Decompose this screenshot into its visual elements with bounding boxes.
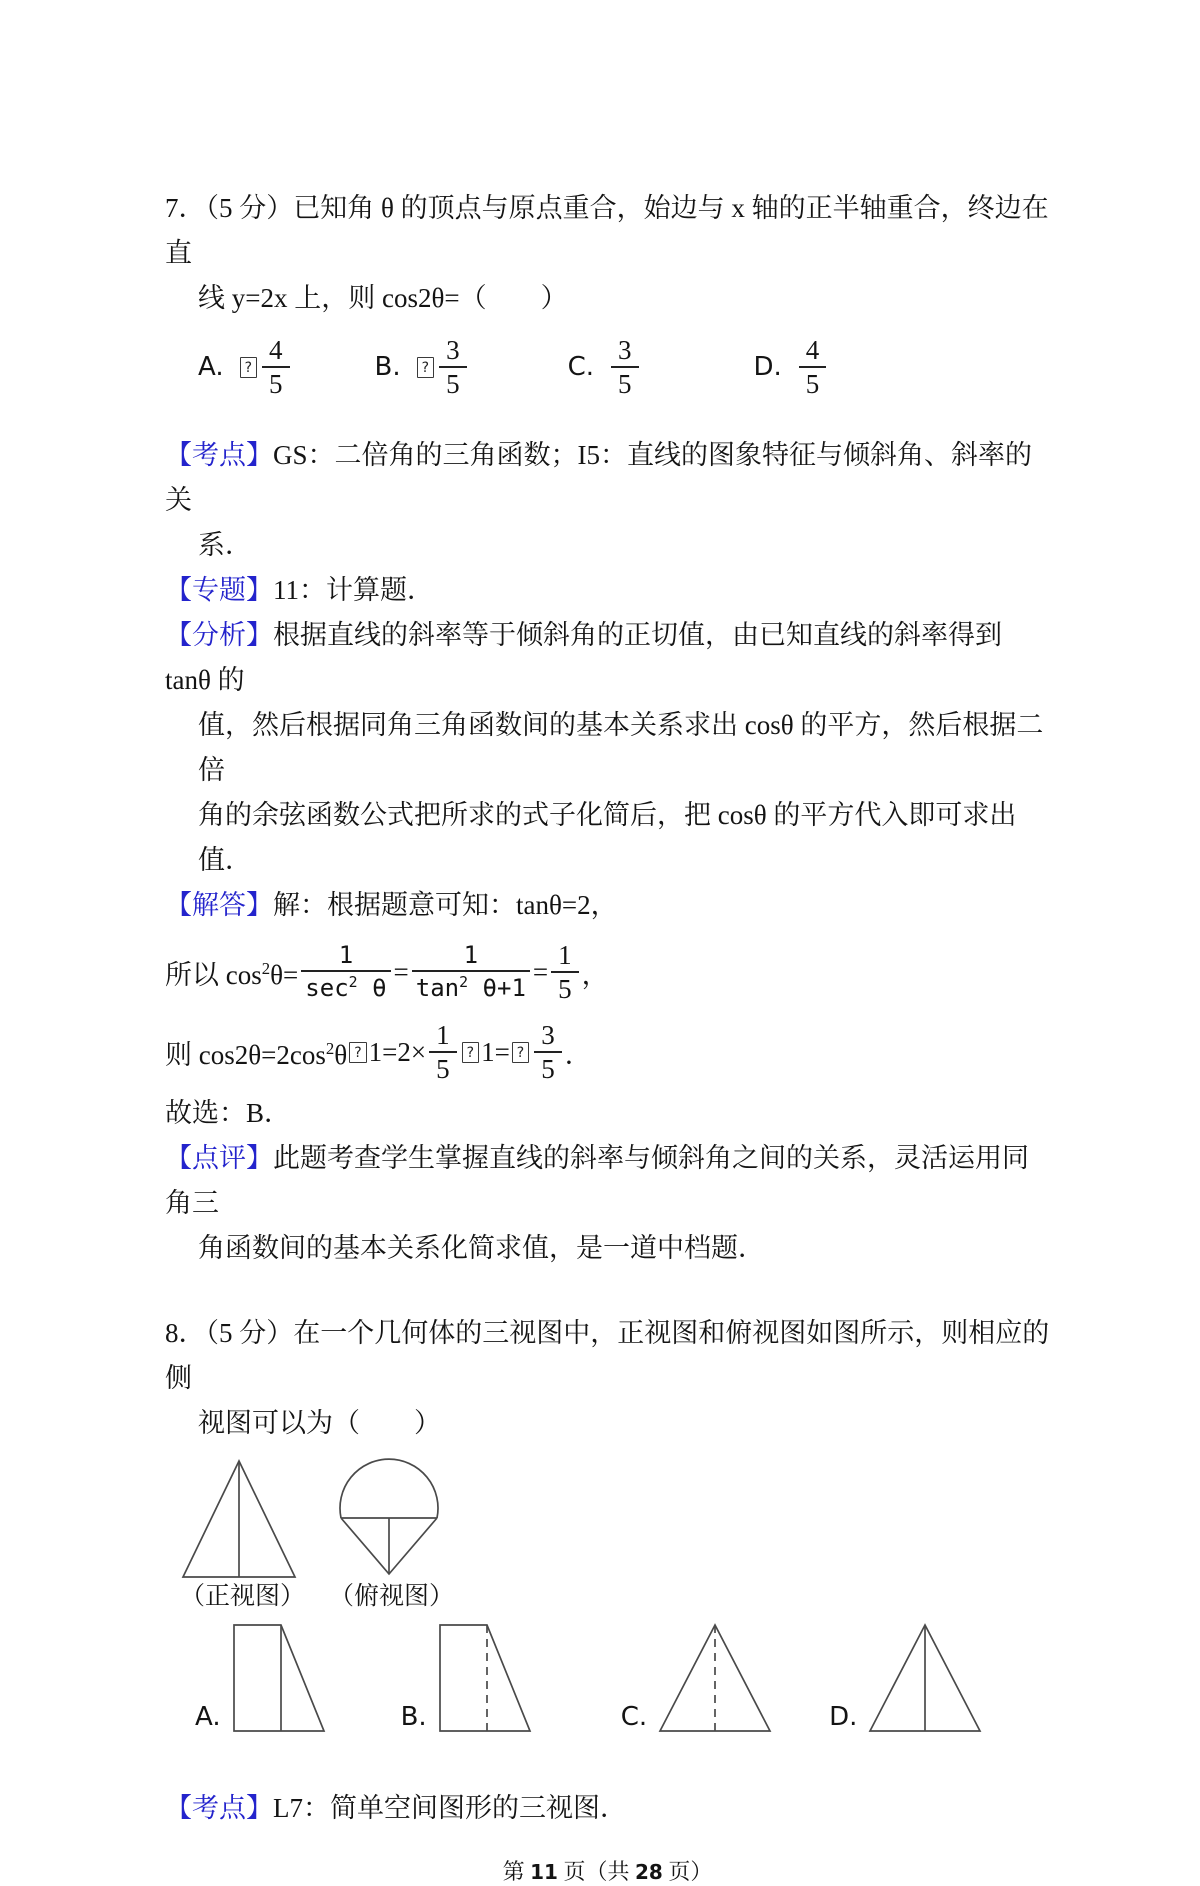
fenxi-block-line-3: 角的余弦函数公式把所求的式子化简后，把 cosθ 的平方代入即可求出值． xyxy=(198,800,1017,875)
zhuanti-label: 【专题】 xyxy=(165,575,273,605)
footer-suffix: 页） xyxy=(662,1859,713,1884)
front-view-label: （正视图） xyxy=(180,1583,306,1610)
equation-cos2theta xyxy=(165,1016,1050,1088)
fraction-numerator: 4 xyxy=(799,335,827,368)
option-d-letter: D. xyxy=(753,352,782,382)
zhuanti-block xyxy=(165,568,1050,613)
option-b-fraction xyxy=(439,335,467,399)
fraction-denominator: 5 xyxy=(446,369,460,399)
fraction-denominator: 5 xyxy=(558,974,572,1004)
option-a xyxy=(198,335,293,399)
fraction-numerator: 3 xyxy=(611,335,639,368)
footer-middle: 页（共 xyxy=(557,1859,635,1884)
dianping-text-1: 此题考查学生掌握直线的斜率与倾斜角之间的关系，灵活运用同角三 xyxy=(165,1143,1029,1218)
fraction-numerator: 3 xyxy=(534,1020,562,1053)
kaodian-block-line-2: 系． xyxy=(198,530,252,560)
footer-prefix: 第 xyxy=(502,1859,531,1884)
footer-page-number: 11 xyxy=(530,1860,558,1884)
eq2-tail: ． xyxy=(564,1039,592,1070)
option-d-diagram xyxy=(867,1622,983,1734)
option-c-letter: C. xyxy=(620,1702,648,1732)
fraction-denominator: 5 xyxy=(618,369,632,399)
question-8-line-1: 8．（5 分）在一个几何体的三视图中，正视图和俯视图如图所示，则相应的侧 xyxy=(165,1318,1050,1393)
option-c-fraction xyxy=(611,335,639,399)
question-8-line-2: 视图可以为（ ） xyxy=(198,1408,441,1438)
option-d xyxy=(829,1622,983,1734)
fraction-one-over-sec2 xyxy=(301,942,390,1002)
option-a-diagram xyxy=(231,1622,327,1734)
front-view-diagram xyxy=(180,1458,298,1580)
fenxi-block-line-1 xyxy=(165,613,1050,703)
question-7-line-2: 线 y=2x 上，则 cos2θ=（ ） xyxy=(198,283,568,313)
option-b-letter: B. xyxy=(400,1702,427,1732)
option-c-diagram xyxy=(657,1622,773,1734)
top-view-diagram xyxy=(329,1458,449,1580)
front-view-block xyxy=(180,1458,305,1614)
superscript: 2 xyxy=(325,1038,335,1058)
fraction-denominator: 5 xyxy=(541,1054,555,1084)
jieda-label: 【解答】 xyxy=(165,890,273,920)
three-view-diagrams xyxy=(180,1458,1050,1614)
equals-sign: = xyxy=(532,956,549,987)
fraction-denominator: $\sec^2 \theta$ xyxy=(305,973,387,1002)
equation-cos-squared xyxy=(165,931,1050,1013)
fraction-numerator: 1 xyxy=(412,942,530,972)
fraction-numerator: 1 xyxy=(301,942,390,972)
option-c xyxy=(568,335,642,399)
eq1-prefix: 所以 $\cos^2\theta=$ xyxy=(165,958,299,990)
option-a xyxy=(195,1622,327,1734)
option-d-fraction xyxy=(799,335,827,399)
option-a-letter: A. xyxy=(195,1702,221,1732)
dianping-label: 【点评】 xyxy=(165,1143,273,1173)
option-b-letter: B. xyxy=(374,352,401,382)
fenxi-block-line-2: 值，然后根据同角三角函数间的基本关系求出 cosθ 的平方，然后根据二倍 xyxy=(198,710,1044,785)
dianping-block-line-1 xyxy=(165,1136,1050,1226)
option-a-letter: A. xyxy=(198,352,224,382)
fraction-one-fifth xyxy=(551,940,579,1004)
fraction-denominator: 5 xyxy=(436,1054,450,1084)
question-8-options xyxy=(165,1622,1050,1734)
zhuanti-text: 11：计算题． xyxy=(273,575,434,605)
fenxi-text-1: 根据直线的斜率等于倾斜角的正切值，由已知直线的斜率得到 tanθ 的 xyxy=(165,620,1002,695)
superscript: 2 xyxy=(261,958,271,978)
fraction-one-over-tan2plus1 xyxy=(412,942,530,1002)
eq1-tail: ， xyxy=(581,959,609,990)
equals-sign: = xyxy=(393,956,409,987)
fraction-one-fifth xyxy=(429,1020,457,1084)
answer-conclusion: 故选：B． xyxy=(165,1098,292,1128)
fraction-numerator: 1 xyxy=(429,1020,457,1053)
page-footer xyxy=(165,1855,1050,1886)
missing-glyph-box: ? xyxy=(512,1042,529,1063)
eq2-prefix: 则 $\cos 2\theta=2\cos^2\theta$ xyxy=(165,1038,348,1070)
missing-glyph-box: ? xyxy=(349,1042,366,1063)
fraction-numerator: 3 xyxy=(439,335,467,368)
option-b xyxy=(401,1622,533,1734)
option-b xyxy=(375,335,470,399)
top-view-label: （俯视图） xyxy=(329,1583,455,1610)
fraction-numerator: 1 xyxy=(551,940,579,973)
option-c-letter: C. xyxy=(567,352,594,382)
kaodian-block-line-1 xyxy=(165,433,1050,523)
fraction-denominator: $\tan^2 \theta+1$ xyxy=(415,973,526,1002)
option-b-diagram xyxy=(437,1622,533,1734)
missing-glyph-box: ? xyxy=(417,357,434,378)
fraction-denominator: 5 xyxy=(805,369,820,399)
question-7-line-1: 7．（5 分）已知角 θ 的顶点与原点重合，始边与 x 轴的正半轴重合，终边在直 xyxy=(165,193,1049,268)
fraction-three-fifths xyxy=(534,1020,562,1084)
jieda-block-line-1 xyxy=(165,883,1050,928)
kaodian-label: 【考点】 xyxy=(165,440,273,470)
kaodian2-label: 【考点】 xyxy=(165,1793,273,1823)
top-view-block xyxy=(329,1458,454,1614)
eq2-segment-1: 1=2× xyxy=(368,1036,427,1067)
missing-glyph-box: ? xyxy=(462,1042,479,1063)
fraction-numerator: 4 xyxy=(262,335,290,368)
eq2-segment-2: 1= xyxy=(481,1036,510,1067)
question-7-options xyxy=(165,327,1050,407)
missing-glyph-box: ? xyxy=(240,357,257,378)
fraction-denominator: 5 xyxy=(269,369,283,399)
kaodian2-text: L7：简单空间图形的三视图． xyxy=(273,1793,627,1823)
option-c xyxy=(621,1622,773,1734)
kaodian2-block xyxy=(165,1786,1050,1831)
dianping-block-line-2: 角函数间的基本关系化简求值，是一道中档题． xyxy=(198,1233,765,1263)
option-d-letter: D. xyxy=(829,1702,858,1732)
jieda-text-1: 解：根据题意可知：tanθ=2， xyxy=(273,890,618,920)
option-a-fraction xyxy=(262,335,290,399)
option-d xyxy=(754,335,830,399)
footer-total-pages: 28 xyxy=(635,1860,663,1884)
kaodian-text-1: GS：二倍角的三角函数；I5：直线的图象特征与倾斜角、斜率的关 xyxy=(165,440,1033,515)
fenxi-label: 【分析】 xyxy=(165,620,273,650)
